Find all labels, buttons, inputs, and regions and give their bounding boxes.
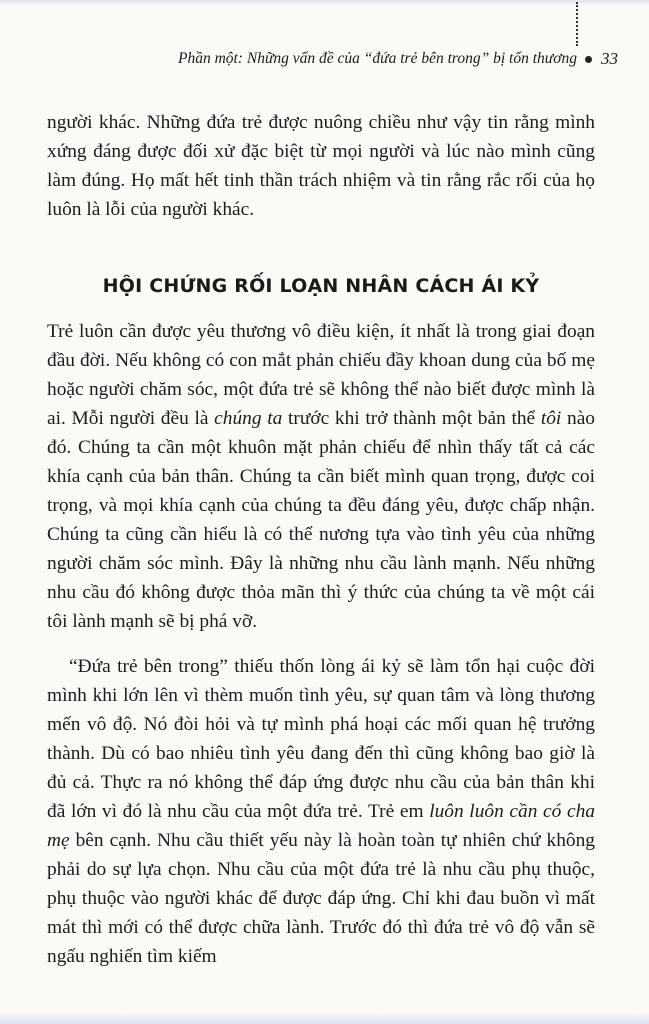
paragraph-2-emphasis-1: chúng ta — [214, 408, 283, 429]
paragraph-1 — [47, 108, 595, 224]
paragraph-2-text — [47, 317, 595, 636]
paragraph-3-part-a: “Đứa trẻ bên trong” thiếu thốn lòng ái kỷ sẽ làm tổn hại cuộc đời mình khi lớn lên vì thèm muốn tình yêu, sự quan tâm và lòng thương mến vô độ. Nó đòi hỏi và tự mình phá hoại các mối quan hệ trưởng thành. Dù có bao nhiêu tình yêu đang đến thì cũng không bao giờ là đủ cả. Thực ra nó không thể đáp ứng được nhu cầu của bản thân khi đã lớn vì đó là nhu cầu của một đứa trẻ. Trẻ em — [47, 656, 595, 822]
paragraph-2-part-a: Trẻ luôn cần được yêu thương vô điều kiện, ít nhất là trong giai đoạn đầu đời. Nếu không có con mắt phản chiếu đầy khoan dung của bố mẹ hoặc người chăm sóc, một đứa trẻ sẽ không thể nào biết được mình là ai. Mỗi người đều là — [47, 321, 595, 429]
header-bullet-icon — [585, 56, 592, 63]
paragraph-2-part-b: trước khi trở thành một bản thể — [282, 408, 541, 429]
page-bottom-edge — [0, 1012, 649, 1024]
paragraph-2 — [47, 317, 595, 636]
paragraph-2-part-c: nào đó. Chúng ta cần một khuôn mặt phản chiếu để nhìn thấy tất cả các khía cạnh của bản thân. Chúng ta cần biết mình quan trọng, được coi trọng, và mọi khía cạnh của chúng ta đều đáng yêu, được chấp nhận. Chúng ta cũng cần hiểu là có thể nương tựa vào tình yêu của những người chăm sóc mình. Đây là những nhu cầu lành mạnh. Nếu những nhu cầu đó không được thỏa mãn thì ý thức của chúng ta về một cái tôi lành mạnh sẽ bị phá vỡ. — [47, 408, 595, 632]
paragraph-3-part-b: bên cạnh. Nhu cầu thiết yếu này là hoàn toàn tự nhiên chứ không phải do sự lựa chọn. Nhu cầu của một đứa trẻ là nhu cầu phụ thuộc, phụ thuộc vào người khác để được đáp ứng. Chỉ khi đau buồn vì mất mát thì mới có thể được chữa lành. Trước đó thì đứa trẻ vô độ vẫn sẽ ngấu nghiến tìm kiếm — [47, 830, 595, 967]
section-heading: HỘI CHỨNG RỐI LOẠN NHÂN CÁCH ÁI KỶ — [102, 275, 540, 297]
paragraph-2-emphasis-2: tôi — [540, 408, 562, 429]
paragraph-3-emphasis-1: luôn luôn cần có cha mẹ — [47, 801, 595, 851]
paragraph-3 — [47, 652, 595, 971]
page-top-edge — [0, 0, 649, 6]
paragraph-3-text — [47, 652, 595, 971]
running-header — [0, 46, 618, 72]
header-dotted-rule — [576, 2, 578, 46]
page-number: 33 — [601, 49, 618, 68]
running-title: Phần một: Những vấn đề của “đứa trẻ bên trong” bị tổn thương — [177, 50, 577, 67]
paragraph-1-text: người khác. Những đứa trẻ được nuông chiều như vậy tin rằng mình xứng đáng được đối xử đặc biệt từ mọi người và lúc nào mình cũng làm đúng. Họ mất hết tinh thần trách nhiệm và tin rằng rắc rối của họ luôn là lỗi của người khác. — [47, 112, 595, 220]
